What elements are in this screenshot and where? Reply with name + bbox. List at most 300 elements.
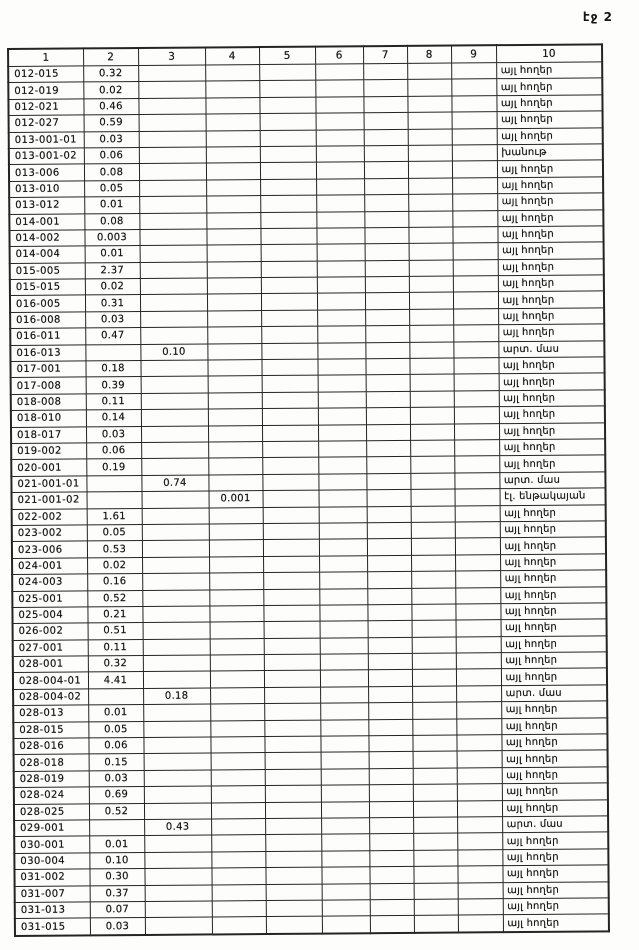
table-cell [453,259,498,276]
table-cell [263,523,319,540]
table-cell: 028-001 [13,656,88,673]
table-cell [408,194,452,211]
table-cell [139,196,206,213]
table-cell [408,145,452,162]
table-cell [264,654,320,671]
table-cell: 015-005 [10,263,85,280]
table-cell [320,687,368,704]
column-header: 10 [496,44,602,62]
table-cell [453,325,498,342]
table-cell [260,228,316,245]
table-cell [320,621,368,638]
table-cell [319,572,367,589]
table-cell [209,605,263,622]
table-cell: այլ հողեր [496,62,602,79]
table-cell [319,588,367,605]
table-cell [411,489,455,506]
table-cell: 019-002 [11,443,86,460]
table-cell: 0.001 [209,491,263,508]
table-cell: 0.52 [87,590,142,607]
table-cell [260,130,316,147]
table-cell: 028-019 [14,771,89,788]
table-cell [365,293,409,310]
table-cell [206,179,260,196]
table-cell [266,884,322,901]
table-cell: 0.01 [89,836,144,853]
table-cell: 031-007 [15,885,90,902]
table-cell: 022-002 [12,508,87,525]
table-cell [364,211,408,228]
table-cell [139,163,206,180]
table-cell [140,278,207,295]
table-cell: այլ հողեր [498,275,604,292]
table-cell: 012-019 [8,82,83,99]
table-cell: 016-013 [10,345,85,362]
table-cell: այլ հողեր [502,849,608,866]
table-cell: 0.14 [86,410,141,427]
table-cell: 0.53 [87,541,142,558]
table-cell [142,573,209,590]
table-cell: այլ հողեր [499,390,605,407]
table-cell [366,424,410,441]
table-cell: 018-008 [11,394,86,411]
table-cell: այլ հողեր [498,324,604,341]
table-cell [364,195,408,212]
table-cell: 024-001 [12,558,87,575]
table-cell: 0.31 [85,295,140,312]
table-cell [320,719,368,736]
table-cell [320,703,368,720]
table-cell [263,539,319,556]
table-cell [364,113,408,130]
table-cell [317,293,365,310]
table-cell: այլ հողեր [502,767,608,784]
table-cell [207,310,261,327]
table-cell: 028-015 [13,722,88,739]
table-cell [143,671,210,688]
table-cell: այլ հողեր [501,701,607,718]
table-cell [452,112,497,129]
table-cell [366,375,410,392]
table-cell [207,278,261,295]
table-cell [211,753,265,770]
table-cell [261,294,317,311]
table-cell: 021-001-01 [11,476,86,493]
table-cell [370,899,414,916]
table-cell: այլ հողեր [501,668,607,685]
table-cell [262,474,318,491]
table-cell [369,801,413,818]
table-cell [139,180,206,197]
table-cell [210,704,264,721]
table-cell [139,212,206,229]
table-cell [265,752,321,769]
table-cell [408,129,452,146]
table-cell [145,917,212,934]
table-cell [263,490,319,507]
table-cell [207,327,261,344]
table-cell [413,850,457,867]
table-cell [141,426,208,443]
table-cell: 013-001-01 [9,131,84,148]
table-cell [453,309,498,326]
table-cell: այլ հողեր [499,406,605,423]
table-cell [364,227,408,244]
table-cell: 0.03 [89,770,144,787]
table-cell [413,784,457,801]
table-cell [368,637,412,654]
table-cell [205,97,259,114]
table-cell [367,571,411,588]
table-cell [453,243,498,260]
table-cell [367,539,411,556]
table-cell [319,555,367,572]
table-cell [366,473,410,490]
table-cell [262,408,318,425]
table-cell: 016-005 [10,295,85,312]
table-cell [209,556,263,573]
table-cell [412,735,456,752]
table-cell: 031-015 [15,918,90,935]
table-cell [411,506,455,523]
table-cell [410,440,454,457]
table-cell [457,751,502,768]
table-cell [411,588,455,605]
table-cell [454,456,499,473]
table-cell: 0.16 [87,574,142,591]
table-cell [317,277,365,294]
table-cell [411,571,455,588]
table-cell: 0.003 [84,229,139,246]
table-cell [264,621,320,638]
table-cell: 0.03 [85,311,140,328]
table-cell [87,492,142,509]
table-cell [139,147,206,164]
table-cell: 030-004 [14,853,89,870]
table-cell [209,523,263,540]
table-cell [261,343,317,360]
table-cell [453,358,498,375]
table-cell [364,162,408,179]
column-header: 5 [259,47,315,65]
table-cell [207,261,261,278]
table-cell: 028-018 [14,754,89,771]
table-cell [321,769,369,786]
table-cell: 021-001-02 [12,492,87,509]
table-cell [456,702,501,719]
table-cell [142,557,209,574]
table-cell [139,229,206,246]
table-cell [143,721,210,738]
table-cell: 026-002 [13,623,88,640]
table-cell [414,899,458,916]
table-cell: 0.74 [141,475,208,492]
table-cell [367,604,411,621]
table-cell: 0.19 [86,459,141,476]
table-cell: այլ հողեր [500,537,606,554]
table-row [15,914,609,936]
table-cell: այլ հողեր [499,439,605,456]
table-cell [410,374,454,391]
table-cell [413,817,457,834]
table-cell [141,376,208,393]
table-cell [322,900,370,917]
table-cell [321,850,369,867]
table-cell [206,130,260,147]
table-cell [455,571,500,588]
table-cell: 0.43 [144,819,211,836]
table-cell: այլ հողեր [498,242,604,259]
table-cell [86,475,141,492]
table-cell [363,80,407,97]
table-cell [208,442,262,459]
table-cell: այլ հողեր [498,357,604,374]
table-cell [320,654,368,671]
table-cell [260,146,316,163]
table-cell [315,64,363,81]
table-cell [208,376,262,393]
table-cell [458,899,503,916]
table-cell [368,735,412,752]
table-cell: արտ. մաս [499,472,605,489]
table-cell: այլ հողեր [503,898,609,915]
table-cell [209,507,263,524]
table-cell [266,900,322,917]
table-cell [453,276,498,293]
table-cell [409,243,453,260]
table-cell: 031-013 [15,902,90,919]
table-cell: 013-010 [9,181,84,198]
table-cell [262,425,318,442]
table-cell [413,801,457,818]
table-cell [207,245,261,262]
table-cell: այլ հողեր [497,226,603,243]
table-cell: 016-008 [10,312,85,329]
table-cell: 025-004 [12,607,87,624]
table-cell: 0.18 [143,688,210,705]
table-cell [455,505,500,522]
table-cell [322,883,370,900]
table-cell: այլ հողեր [496,78,602,95]
table-cell: 0.32 [88,656,143,673]
table-cell: 0.08 [84,213,139,230]
table-cell [140,262,207,279]
table-cell [261,359,317,376]
table-cell [264,671,320,688]
table-cell [208,392,262,409]
table-cell [366,391,410,408]
page-number-label: էջ 2 [582,10,613,24]
table-cell [210,737,264,754]
table-cell [457,767,502,784]
table-cell [320,736,368,753]
table-cell [452,177,497,194]
table-cell [367,522,411,539]
table-cell: 0.01 [84,197,139,214]
table-cell: 0.37 [90,885,145,902]
land-parcel-table [7,43,610,936]
table-cell: 0.02 [87,557,142,574]
table-cell [262,376,318,393]
table-cell [412,653,456,670]
table-cell [210,622,264,639]
table-cell [210,720,264,737]
table-cell [265,851,321,868]
table-cell [367,555,411,572]
table-cell [264,720,320,737]
table-cell: 031-002 [14,869,89,886]
table-cell: այլ հողեր [501,619,607,636]
table-cell [364,145,408,162]
table-cell: 017-008 [11,377,86,394]
table-cell [143,639,210,656]
table-cell [367,588,411,605]
table-cell [456,686,501,703]
table-cell: 030-001 [14,836,89,853]
table-cell [260,113,316,130]
column-header: 7 [363,46,407,64]
table-cell: 020-001 [11,459,86,476]
table-cell [205,81,259,98]
table-cell: այլ հողեր [498,259,604,276]
table-cell [365,358,409,375]
table-cell [142,606,209,623]
table-cell [412,702,456,719]
table-cell: 0.11 [88,639,143,656]
table-cell [263,589,319,606]
table-cell [261,277,317,294]
table-cell [262,457,318,474]
table-cell: 014-004 [10,246,85,263]
table-cell [368,653,412,670]
table-cell [263,572,319,589]
table-cell [363,63,407,80]
table-cell [265,802,321,819]
table-cell [207,343,261,360]
table-cell [451,63,496,80]
table-cell [455,604,500,621]
table-cell: 0.08 [84,164,139,181]
table-cell [212,917,266,934]
table-cell [456,636,501,653]
table-cell [409,325,453,342]
table-cell [206,212,260,229]
table-cell: էլ. ենթակայան [499,488,605,505]
table-cell [369,850,413,867]
table-cell: 018-010 [11,410,86,427]
table-cell [365,342,409,359]
table-cell: այլ հողեր [503,914,609,932]
table-cell [317,310,365,327]
table-cell: 0.02 [83,82,138,99]
table-cell: 028-025 [14,803,89,820]
table-cell [209,589,263,606]
table-cell [141,393,208,410]
table-cell: այլ հողեր [497,127,603,144]
table-cell [453,292,498,309]
table-cell: 0.51 [88,623,143,640]
table-cell [457,833,502,850]
table-cell [139,131,206,148]
table-cell [412,686,456,703]
column-header: 9 [451,45,496,63]
table-cell: այլ հողեր [497,193,603,210]
table-cell [210,671,264,688]
table-cell [260,162,316,179]
table-cell [144,868,211,885]
table-cell [369,768,413,785]
table-cell: 0.21 [87,606,142,623]
table-cell: 1.61 [87,508,142,525]
column-header: 2 [83,48,138,66]
table-cell [260,195,316,212]
column-header: 6 [315,46,363,64]
table-body [8,62,609,936]
table-cell [316,113,364,130]
table-cell [454,374,499,391]
table-cell [454,472,499,489]
table-cell: 028-004-02 [13,689,88,706]
table-cell: 0.01 [88,705,143,722]
table-cell [138,65,205,82]
table-cell: այլ հողեր [498,308,604,325]
table-cell [321,867,369,884]
table-cell: այլ հողեր [500,586,606,603]
table-cell [363,96,407,113]
table-cell: 017-001 [10,361,85,378]
table-cell [319,605,367,622]
table-cell [142,589,209,606]
table-cell: 0.15 [89,754,144,771]
table-cell [368,719,412,736]
table-cell: 014-001 [9,213,84,230]
table-cell [207,294,261,311]
table-cell [411,604,455,621]
table-cell: 028-024 [14,787,89,804]
table-cell [365,244,409,261]
table-cell: այլ հողեր [500,570,606,587]
table-cell [319,506,367,523]
table-cell: այլ հողեր [500,521,606,538]
table-cell: 029-001 [14,820,89,837]
table-cell: 0.11 [86,393,141,410]
column-header: 8 [407,46,451,64]
table-cell [368,686,412,703]
table-cell [321,834,369,851]
table-cell [142,508,209,525]
table-cell: խանութ [497,144,603,161]
table-cell [263,556,319,573]
table-cell [320,637,368,654]
table-cell [316,178,364,195]
table-cell [141,442,208,459]
table-cell [261,244,317,261]
table-cell [408,227,452,244]
table-cell [264,703,320,720]
table-cell: այլ հողեր [497,209,603,226]
table-cell [319,539,367,556]
table-cell: 0.06 [88,737,143,754]
table-cell [263,605,319,622]
table-cell [321,752,369,769]
table-cell [212,900,266,917]
table-cell [412,620,456,637]
table-cell: 013-006 [9,164,84,181]
table-cell [89,819,144,836]
table-cell [409,276,453,293]
table-cell [322,916,370,933]
table-cell [412,669,456,686]
